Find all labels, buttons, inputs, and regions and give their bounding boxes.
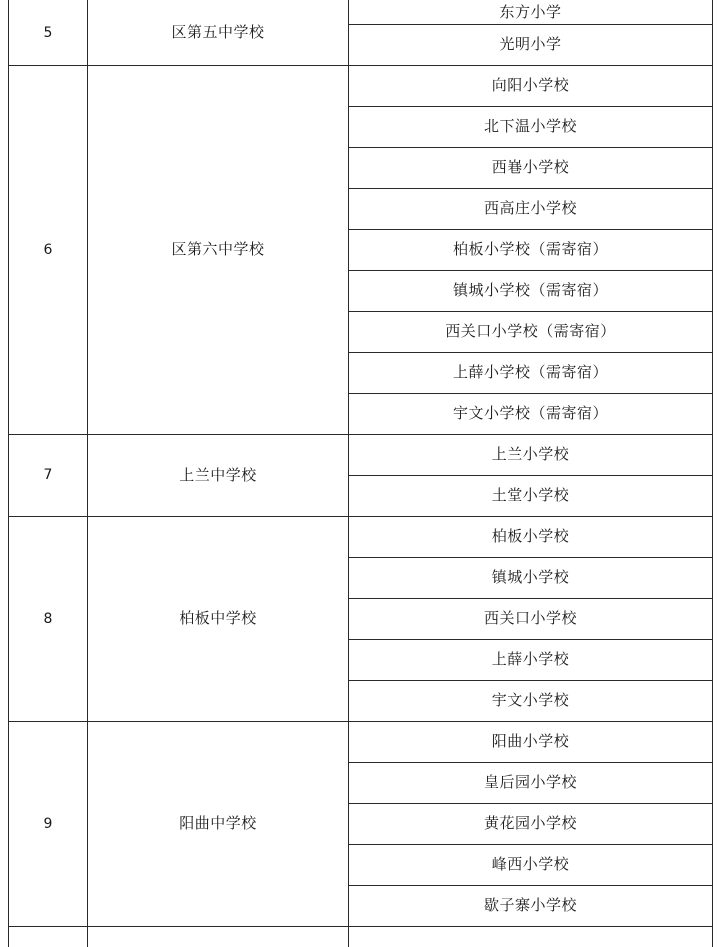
- row-divider: [348, 844, 713, 845]
- row-divider: [348, 393, 713, 394]
- primary-school-cell: 东方小学: [499, 2, 562, 21]
- middle-school-name: 阳曲中学校: [179, 814, 257, 832]
- primary-school-cell: 宇文小学校（需寄宿）: [452, 404, 608, 422]
- primary-school-cell: 黄花园小学校: [483, 814, 577, 832]
- row-divider: [348, 434, 713, 435]
- primary-school-cell: 柏板小学校: [491, 527, 570, 545]
- primary-school-cell: 阳曲小学校: [491, 732, 570, 750]
- primary-school-cell: 皇后园小学校: [483, 773, 577, 791]
- row-divider: [348, 24, 713, 25]
- row-divider: [348, 147, 713, 148]
- middle-school-name: 上兰中学校: [179, 465, 257, 484]
- row-divider: [348, 106, 713, 107]
- group-number: 5: [43, 24, 53, 41]
- primary-school-cell: 上兰小学校: [491, 445, 570, 463]
- row-divider: [348, 188, 713, 189]
- primary-school-cell: 宇文小学校: [491, 691, 570, 709]
- primary-school-cell: 镇城小学校: [491, 568, 570, 586]
- row-divider: [348, 65, 713, 66]
- middle-school-name: 区第六中学校: [171, 240, 265, 258]
- row-divider: [348, 803, 713, 804]
- group-number: 6: [43, 241, 53, 258]
- primary-school-cell: 峰西小学校: [491, 855, 570, 873]
- row-divider: [348, 311, 713, 312]
- primary-school-cell: 上薛小学校（需寄宿）: [452, 363, 608, 381]
- group-number: 7: [43, 467, 53, 483]
- row-divider: [348, 762, 713, 763]
- row-divider: [348, 475, 713, 476]
- primary-school-cell: 西高庄小学校: [483, 199, 577, 217]
- row-divider: [348, 639, 713, 640]
- primary-school-cell: 土堂小学校: [491, 486, 570, 504]
- row-divider: [348, 229, 713, 230]
- group-number: 9: [43, 815, 53, 832]
- row-divider: [348, 557, 713, 558]
- table-border-right: [712, 0, 713, 947]
- group-divider: [8, 926, 713, 927]
- row-divider: [348, 352, 713, 353]
- primary-school-cell: 北下温小学校: [483, 117, 577, 135]
- primary-school-cell: 西关口小学校: [483, 609, 577, 627]
- middle-school-name: 区第五中学校: [171, 23, 265, 41]
- primary-school-cell: 西㟟小学校: [491, 158, 570, 176]
- row-divider: [348, 598, 713, 599]
- primary-school-cell: 光明小学: [499, 35, 562, 53]
- group-number: 8: [43, 610, 53, 627]
- primary-school-cell: 上薛小学校: [491, 650, 570, 668]
- primary-school-cell: 歇子寨小学校: [483, 896, 577, 914]
- row-divider: [348, 516, 713, 517]
- row-divider: [348, 680, 713, 681]
- primary-school-cell: 镇城小学校（需寄宿）: [452, 281, 608, 299]
- row-divider: [348, 721, 713, 722]
- row-divider: [348, 270, 713, 271]
- row-divider: [348, 885, 713, 886]
- primary-school-cell: 柏板小学校（需寄宿）: [452, 240, 608, 258]
- primary-school-cell: 向阳小学校: [491, 76, 570, 94]
- middle-school-name: 柏板中学校: [179, 609, 257, 627]
- primary-school-cell: 西关口小学校（需寄宿）: [445, 322, 616, 340]
